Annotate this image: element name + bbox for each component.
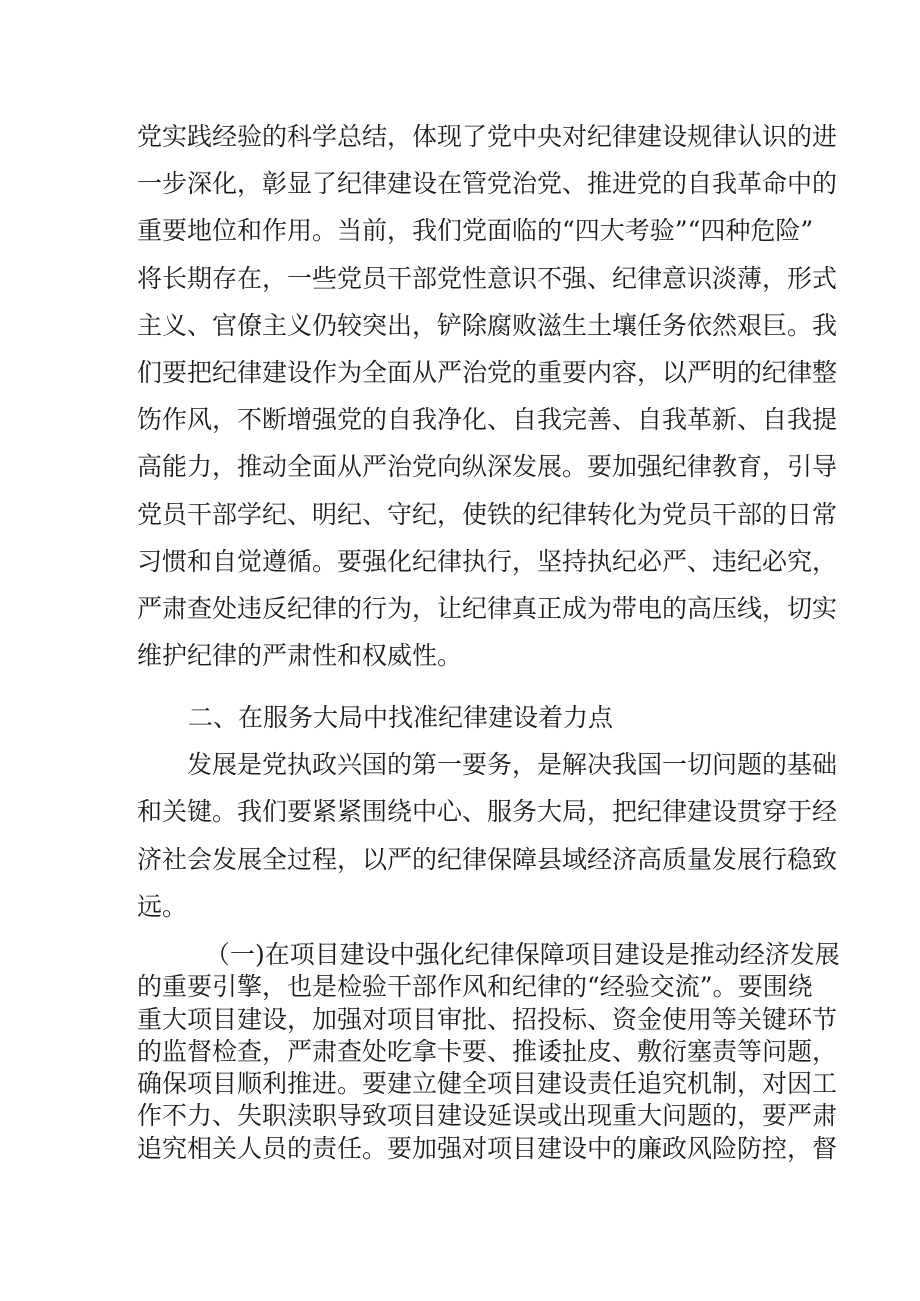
text-line: 的监督检查，严肃查处吃拿卡要、推诿扯皮、敷衍塞责等问题， — [137, 1036, 838, 1066]
text-line: 重大项目建设，加强对项目审批、招投标、资金使用等关键环节 — [137, 1004, 838, 1034]
text-line: （一)在项目建设中强化纪律保障项目建设是推动经济发展 — [205, 940, 840, 969]
text-line: 发展是党执政兴国的第一要务，是解决我国一切问题的基础 — [187, 750, 838, 779]
text-line: 主义、官僚主义仍较突出，铲除腐败滋生土壤任务依然艰巨。我 — [137, 310, 838, 340]
text-line: 饬作风，不断增强党的自我净化、自我完善、自我革新、自我提 — [137, 405, 838, 435]
text-line: 确保项目顺利推进。要建立健全项目建设责任追究机制，对因工 — [137, 1069, 838, 1099]
section-heading-2: 二、在服务大局中找准纪律建设着力点 — [188, 703, 614, 732]
text-line: 和关键。我们要紧紧围绕中心、服务大局，把纪律建设贯穿于经 — [137, 797, 838, 827]
text-line: 重要地位和作用。当前，我们党面临的“四大考验”“四种危险” — [137, 216, 814, 246]
text-line: 习惯和自觉遵循。要强化纪律执行，坚持执纪必严、违纪必究， — [137, 546, 838, 576]
body-paragraph-discipline-importance — [137, 113, 838, 679]
text-line: 高能力，推动全面从严治党向纵深发展。要加强纪律教育，引导 — [137, 452, 838, 482]
text-line: 将长期存在，一些党员干部党性意识不强、纪律意识淡薄，形式 — [137, 263, 838, 293]
body-paragraph-project-construction — [137, 939, 840, 1165]
text-line: 们要把纪律建设作为全面从严治党的重要内容，以严明的纪律整 — [137, 357, 838, 387]
text-line: 作不力、失职渎职导致项目建设延误或出现重大问题的，要严肃 — [137, 1101, 838, 1131]
body-paragraph-development — [137, 741, 838, 930]
text-line: 党实践经验的科学总结，体现了党中央对纪律建设规律认识的进 — [137, 122, 838, 151]
text-line: 严肃查处违反纪律的行为，让纪律真正成为带电的高压线，切实 — [137, 593, 838, 623]
text-line: 远。 — [137, 891, 188, 921]
text-line: 追究相关人员的责任。要加强对项目建设中的廉政风险防控，督 — [137, 1133, 838, 1163]
text-line: 党员干部学纪、明纪、守纪，使铁的纪律转化为党员干部的日常 — [137, 499, 838, 529]
text-line: 维护纪律的严肃性和权威性。 — [137, 641, 463, 671]
text-line: 济社会发展全过程，以严的纪律保障县域经济高质量发展行稳致 — [137, 844, 838, 874]
text-line: 的重要引擎，也是检验干部作风和纪律的“经验交流”。要围绕 — [137, 972, 813, 1002]
text-line: 一步深化，彰显了纪律建设在管党治党、推进党的自我革命中的 — [137, 169, 838, 199]
